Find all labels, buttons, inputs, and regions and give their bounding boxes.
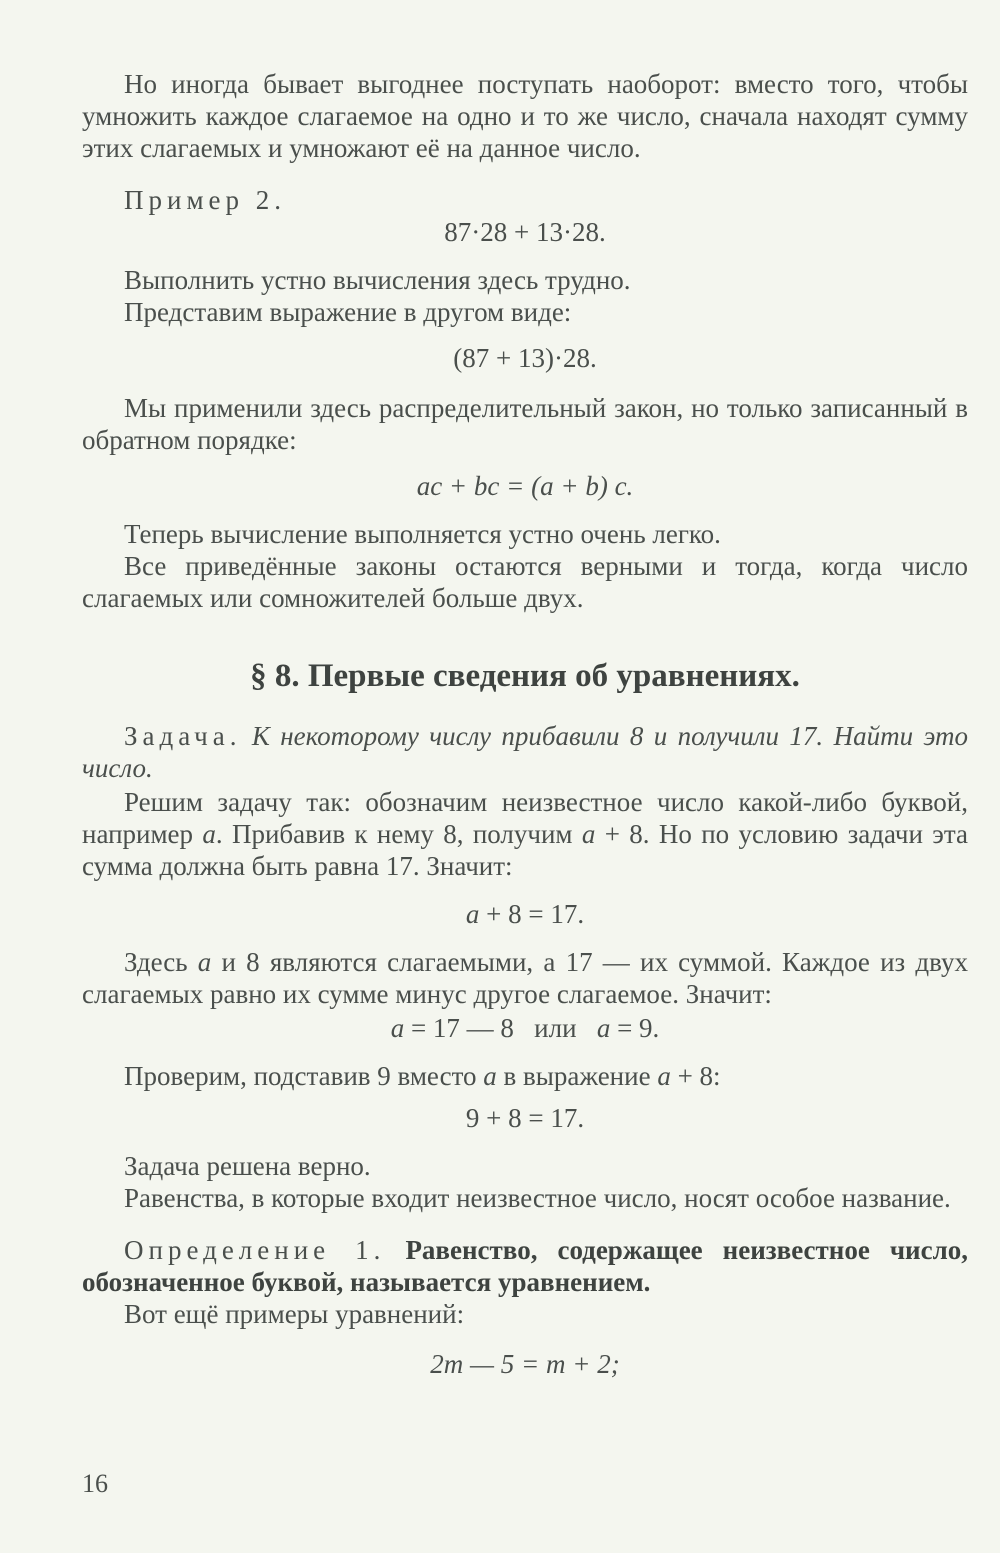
formula-2m-minus-5: 2m — 5 = m + 2; (430, 1349, 620, 1379)
text-fragment: + 8: (670, 1061, 721, 1091)
paragraph-intro: Но иногда бывает выгоднее поступать наоборот: вместо того, чтобы умножить каждое слагаемое на одно и то же число, сначала находят сумму этих слагаемых и умножают её на данное число. (82, 69, 968, 163)
variable-a: a (483, 1061, 497, 1091)
formula-9-plus-8: 9 + 8 = 17. (465, 1103, 585, 1133)
paragraph-easy: Теперь вычисление выполняется устно очень легко. (124, 519, 721, 549)
variable-a: a (596, 1013, 611, 1043)
variable-a: a (202, 819, 216, 849)
variable-a: a (465, 899, 480, 929)
formula-rest: + 8 = 17. (479, 899, 585, 929)
definition-paragraph (82, 1234, 968, 1298)
variable-a: a (197, 947, 212, 977)
paragraph-more-examples: Вот ещё примеры уравнений: (124, 1299, 465, 1329)
text-fragment: Решим задачу так: обозначим неизвестное число какой-либо буквой, например (82, 787, 968, 849)
formula-distributive-law: ac + bc = (a + b) c. (416, 471, 634, 501)
paragraph-solve (82, 786, 968, 882)
paragraph-laws: Все приведённые законы остаются верными и тогда, когда число слагаемых или сомножителей больше двух. (82, 551, 968, 613)
formula-fragment: = 17 — 8 или (404, 1013, 597, 1043)
definition-text: Равенство, содержащее неизвестное число, обозначенное буквой, называется уравнением. (82, 1235, 968, 1297)
page-number: 16 (82, 1469, 108, 1498)
formula-87-plus-13: (87 + 13)·28. (453, 343, 597, 373)
example-2-label (82, 184, 968, 216)
paragraph-hard: Выполнить устно вычисления здесь трудно. (124, 265, 631, 295)
definition-label: Определение 1. (124, 1235, 386, 1265)
paragraph-distributive: Мы применили здесь распределительный закон, но только записанный в обратном порядке: (82, 393, 968, 455)
variable-a: a (657, 1061, 671, 1091)
task-text: К некоторому числу прибавили 8 и получили 17. Найти это число. (82, 721, 969, 783)
formula-87-28: 87·28 + 13·28. (444, 217, 606, 247)
paragraph-equalities: Равенства, в которые входит неизвестное число, носят особое название. (124, 1183, 951, 1213)
text-fragment: и 8 являются слагаемыми, а 17 — их суммой. Каждое из двух слагаемых равно их сумме минус другое слагаемое. Значит: (82, 947, 968, 1009)
paragraph-addends (82, 946, 968, 1010)
text-fragment: . Прибавив к нему 8, получим (215, 819, 582, 849)
formula-a-equals (82, 1012, 968, 1044)
example-label: Пример 2. (124, 185, 287, 215)
text-fragment: в выражение (496, 1061, 658, 1091)
formula-fragment: = 9. (610, 1013, 660, 1043)
paragraph-solved: Задача решена верно. (124, 1151, 371, 1181)
text-fragment: Здесь (124, 947, 198, 977)
section-heading: § 8. Первые сведения об уравнениях. (250, 658, 800, 694)
paragraph-check (82, 1060, 968, 1092)
page-content (82, 68, 968, 1380)
task-paragraph (82, 720, 968, 784)
variable-a: a (390, 1013, 405, 1043)
task-label: Задача. (124, 721, 242, 751)
variable-a: a (581, 819, 596, 849)
text-fragment: + 8. Но по условию задачи эта сумма должна быть равна 17. Значит: (82, 819, 968, 881)
formula-a-plus-8 (82, 898, 968, 930)
paragraph-represent: Представим выражение в другом виде: (124, 297, 572, 327)
text-fragment: Проверим, подставив 9 вместо (124, 1061, 484, 1091)
